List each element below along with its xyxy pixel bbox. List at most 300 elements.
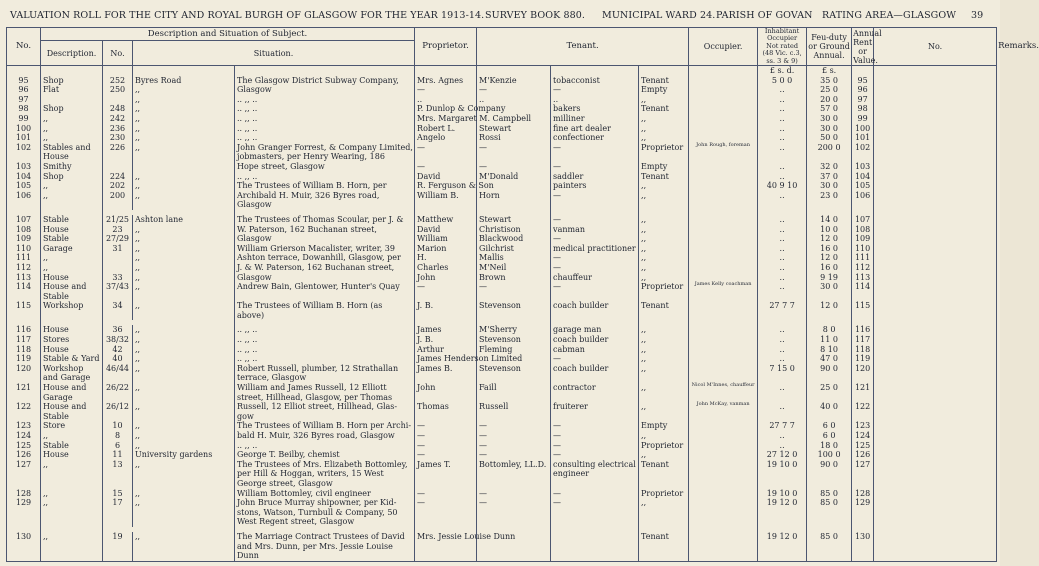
cell-num — [103, 469, 133, 479]
cell-feu: .. — [758, 383, 807, 393]
cell-no — [7, 517, 41, 527]
cell-no2: 120 — [852, 364, 874, 374]
cell-ts: — — [477, 431, 551, 441]
cell-sit — [133, 152, 235, 162]
cell-tf: John — [415, 383, 477, 393]
col-inhabitant-occupier: Inhabitant Occupier Not rated (48 Vic. c.3, ss. 3 & 9) — [758, 28, 807, 66]
cell-desc: Flat — [41, 85, 103, 95]
cell-sit: ,, — [133, 383, 235, 393]
cell-rent: 6 0 — [807, 431, 852, 441]
cell-desc — [41, 479, 103, 489]
cell-rem — [874, 542, 997, 552]
parish: PARISH OF GOVAN — [716, 10, 813, 21]
cell-prop: The Trustees of William B. Horn (as — [235, 301, 415, 311]
table-row — [7, 532, 997, 542]
table-row — [7, 215, 997, 225]
cell-no: 127 — [7, 460, 41, 470]
cell-num — [103, 263, 133, 273]
cell-desc — [41, 517, 103, 527]
cell-tf: Thomas — [415, 402, 477, 412]
cell-feu — [758, 373, 807, 383]
cell-num: 42 — [103, 345, 133, 355]
cell-tp: consulting electrical — [551, 460, 639, 470]
table-row — [7, 441, 997, 451]
cell-tf: J. B. — [415, 335, 477, 345]
cell-desc: House — [41, 345, 103, 355]
cell-prop: The Trustees of William B. Horn, per — [235, 181, 415, 191]
cell-rem — [874, 450, 997, 460]
cell-no2: 103 — [852, 162, 874, 172]
cell-prop: The Marriage Contract Trustees of David — [235, 532, 415, 542]
cell-rent: 200 0 — [807, 143, 852, 153]
cell-no2 — [852, 469, 874, 479]
cell-no2: 97 — [852, 95, 874, 105]
cell-prop: gow — [235, 412, 415, 422]
cell-occ: ,, — [639, 431, 689, 441]
cell-sit: ,, — [133, 263, 235, 273]
cell-rent: 100 0 — [807, 450, 852, 460]
cell-rent — [807, 200, 852, 210]
cell-tp: — — [551, 489, 639, 499]
cell-feu — [758, 517, 807, 527]
cell-feu: .. — [758, 402, 807, 412]
cell-no2 — [852, 551, 874, 561]
cell-tf: — — [415, 450, 477, 460]
cell-occ — [639, 479, 689, 489]
cell-tf: — — [415, 421, 477, 431]
cell-tp: bakers — [551, 104, 639, 114]
cell-prop: George T. Beilby, chemist — [235, 450, 415, 460]
cell-rent: 16 0 — [807, 263, 852, 273]
roll-title: VALUATION ROLL FOR THE CITY AND ROYAL BURGH OF GLASGOW FOR THE YEAR 1913-14. — [10, 10, 485, 21]
table-row — [7, 282, 997, 292]
cell-desc: ,, — [41, 498, 103, 508]
cell-desc: ,, — [41, 431, 103, 441]
table-filler-row — [7, 561, 997, 562]
cell-tf — [415, 551, 477, 561]
cell-no: 113 — [7, 273, 41, 283]
cell-prop: .. ,, .. — [235, 95, 415, 105]
cell-no2: 101 — [852, 133, 874, 143]
cell-inh — [689, 172, 758, 182]
cell-num: 40 — [103, 354, 133, 364]
cell-inh — [689, 345, 758, 355]
cell-rent — [807, 292, 852, 302]
cell-tf: — — [415, 431, 477, 441]
cell-rent — [807, 152, 852, 162]
cell-rem — [874, 441, 997, 451]
cell-tp: — — [551, 234, 639, 244]
cell-rem — [874, 325, 997, 335]
cell-no: 103 — [7, 162, 41, 172]
cell-rem — [874, 191, 997, 201]
cell-tp: — — [551, 191, 639, 201]
cell-tf: Matthew — [415, 215, 477, 225]
cell-tf — [415, 292, 477, 302]
cell-tp — [551, 551, 639, 561]
cell-no2: 112 — [852, 263, 874, 273]
table-row — [7, 421, 997, 431]
cell-tf: James B. — [415, 364, 477, 374]
cell-sit: ,, — [133, 441, 235, 451]
cell-feu: .. — [758, 282, 807, 292]
cell-feu: .. — [758, 162, 807, 172]
cell-feu: 40 9 10 — [758, 181, 807, 191]
cell-inh — [689, 508, 758, 518]
cell-inh — [689, 460, 758, 470]
cell-no2 — [852, 311, 874, 321]
cell-rem — [874, 532, 997, 542]
cell-ts — [477, 479, 551, 489]
cell-inh — [689, 412, 758, 422]
cell-prop: William Bottomley, civil engineer — [235, 489, 415, 499]
cell-rem — [874, 104, 997, 114]
col-no: No. — [7, 28, 41, 66]
cell-no — [7, 292, 41, 302]
cell-tp: — — [551, 354, 639, 364]
cell-occ: ,, — [639, 181, 689, 191]
cell-ts — [477, 200, 551, 210]
table-row — [7, 402, 997, 412]
cell-inh — [689, 479, 758, 489]
cell-desc: Stable — [41, 292, 103, 302]
cell-no: 116 — [7, 325, 41, 335]
cell-tf: — — [415, 143, 477, 153]
cell-inh: John Rough, foreman — [689, 143, 758, 153]
cell-rent — [807, 479, 852, 489]
cell-tf: R. Ferguson & Son — [415, 181, 477, 191]
cell-tp: coach builder — [551, 335, 639, 345]
cell-occ: Proprietor — [639, 441, 689, 451]
cell-prop: Russell, 12 Elliot street, Hillhead, Glas- — [235, 402, 415, 412]
cell-occ — [639, 311, 689, 321]
cell-feu — [758, 479, 807, 489]
cell-prop: stons, Watson, Turnbull & Company, 50 — [235, 508, 415, 518]
cell-tp: medical practitioner — [551, 244, 639, 254]
table-row — [7, 551, 997, 561]
cell-no2 — [852, 393, 874, 403]
cell-tp — [551, 311, 639, 321]
cell-rem — [874, 402, 997, 412]
col-description-group: Description and Situation of Subject. — [41, 28, 415, 41]
rating-area: RATING AREA—GLASGOW — [822, 10, 957, 21]
cell-tf — [415, 66, 477, 76]
cell-desc: Workshop — [41, 301, 103, 311]
cell-ts — [477, 469, 551, 479]
cell-rent — [807, 393, 852, 403]
cell-desc: House — [41, 152, 103, 162]
cell-inh — [689, 532, 758, 542]
cell-no2: 124 — [852, 431, 874, 441]
cell-no2: 113 — [852, 273, 874, 283]
cell-prop: Glasgow — [235, 200, 415, 210]
cell-num — [103, 162, 133, 172]
cell-rem — [874, 234, 997, 244]
cell-no2: 121 — [852, 383, 874, 393]
cell-occ: Tenant — [639, 301, 689, 311]
cell-tp: — — [551, 215, 639, 225]
cell-desc: Shop — [41, 104, 103, 114]
cell-tp — [551, 152, 639, 162]
cell-sit — [133, 542, 235, 552]
cell-num — [103, 66, 133, 76]
cell-tf: — — [415, 85, 477, 95]
cell-prop: The Glasgow District Subway Company, — [235, 76, 415, 86]
table-row — [7, 76, 997, 86]
cell-no2: 111 — [852, 253, 874, 263]
cell-sit — [133, 311, 235, 321]
cell-prop: .. ,, .. — [235, 124, 415, 134]
cell-num: 248 — [103, 104, 133, 114]
cell-rent: 40 0 — [807, 402, 852, 412]
cell-rent — [807, 542, 852, 552]
cell-tp: — — [551, 498, 639, 508]
cell-desc — [41, 95, 103, 105]
cell-occ: Tenant — [639, 76, 689, 86]
cell-tp: — — [551, 143, 639, 153]
cell-num: 10 — [103, 421, 133, 431]
valuation-table: No. Description and Situation of Subject. Proprietor. Tenant. Occupier. Inhabitant Occupier Not rated (48 Vic. c.3, ss. 3 & 9) Feu-duty or Ground Annual. Annual Rent or Value. No. Remarks. Description. No. Situation. £ s. d. £ s. 95 Shop 252 Byres Road The Glasgow District Subway Company, Mrs. Agnes M'Kenzie tobacconist Tenant 5 0 0 35 0 95 96 Flat 250 ,, Glasgow — — — Empty .. 25 0 96 97 ,, .. ,, .. .. .. .. ,, .. 20 0 97 98 Shop 248 ,, .. ,, .. P. Dunlop & Company bakers Tenant .. 57 0 98 99 ,, 242 ,, .. ,, .. Mrs. Margaret M. Campbell milliner ,, .. 30 0 99 100 ,, 236 ,, .. ,, .. Robert L. Stewart fine art dealer ,, .. 30 0 100 101 ,, 230 ,, .. ,, .. Angelo Rossi confectioner ,, .. 50 0 101 102 Stables and 226 ,, John Granger Forrest, & Company Limited, — — — Proprietor John Rough, foreman .. 200 0 102 House jobmasters, per Henry Wearing, 186 103 Smithy Hope street, Glasgow — — — Empty .. 32 0 103 104 Shop 224 ,, .. ,, .. David M'Donald saddler Tenant .. 37 0 104 105 ,, 202 ,, The Trustees of William B. Horn, per R. Ferguson & Son painters ,, 40 9 10 30 0 105 106 ,, 200 ,, Archibald H. Muir, 326 Byres road, William B. Horn — ,, .. 23 0 106 Glasgow 107 Stable 21/25 Ashton lane The Trustees of Thomas Scoular, per J. & Matthew Stewart — ,, .. 14 0 107 108 House 23 ,, W. Paterson, 162 Buchanan street, David Christison vanman ,, .. 10 0 108 109 Stable 27/29 ,, Glasgow William Blackwood — ,, .. 12 0 109 110 Garage 31 ,, William Grierson Macalister, writer, 39 Marion Gilchrist medical practitioner ,, .. 16 0 110 111 ,, ,, Ashton terrace, Dowanhill, Glasgow, per H. Mallis — ,, .. 12 0 111 112 ,, ,, J. & W. Paterson, 162 Buchanan street, Charles M'Neil — ,, .. 16 0 112 113 House 33 ,, Glasgow John Brown chauffeur ,, .. 9 19 113 114 House and 37/43 ,, Andrew Bain, Glentower, Hunter's Quay — — — Proprietor James Kelly coachman .. 30 0 114 Stable 115 Workshop 34 ,, The Trustees of William B. Horn (as J. B. Stevenson coach builder Tenant 27 7 7 12 0 115 above) 116 House 36 ,, .. ,, .. James M'Sherry garage man ,, .. 8 0 116 117 Stores 38/32 ,, .. ,, .. J. B. Stevenson coach builder ,, .. 11 0 117 118 House 42 ,, .. ,, .. Arthur Fleming cabman ,, .. 8 10 118 119 Stable & Yard 40 ,, .. ,, .. James Henderson Limited — ,, .. 47 0 119 120 Workshop 46/44 ,, Robert Russell, plumber, 12 Strathallan James B. Stevenson coach builder ,, 7 15 0 90 0 120 and Garage terrace, Glasgow 121 House and 26/22 ,, William and James Russell, 12 Elliott John Faill contractor ,, Nicol M'Innes, chauffeur .. 25 0 121 Garage street, Hillhead, Glasgow, per Thomas 122 House and 26/12 ,, Russell, 12 Elliot street, Hillhead, Glas- Thomas Russell fruiterer ,, John McKay, vanman .. 40 0 122 Stable gow 123 Store 10 ,, The Trustees of William B. Horn per Archi- — — — Empty 27 7 7 6 0 123 124 ,, 8 ,, bald H. Muir, 326 Byres road, Glasgow — — — ,, .. 6 0 124 125 Stable 6 ,, .. ,, .. — — — Proprietor .. 18 0 125 126 House 11 University gardens George T. Beilby, chemist — — — ,, 27 12 0 100 0 126 127 ,, 13 ,, The Trustees of Mrs. Elizabeth Bottomley, James T. Bottomley, LL.D. consulting electrical Tenant 19 10 0 90 0 127 per Hill & Hoggan, writers, 15 West engineer George street, Glasgow 128 ,, 15 ,, William Bottomley, civil engineer — — — Proprietor 19 10 0 85 0 128 129 ,, 17 ,, John Bruce Murray shipowner, per Kid- — — — ,, 19 12 0 85 0 129 stons, Watson, Turnbull & Company, 50 West Regent street, Glasgow 130 ,, 19 ,, The Marriage Contract Trustees of David Mrs. Jessie Louise Dunn Tenant 19 12 0 85 0 130 and Mrs. Dunn, per Mrs. Jessie Louise Dunn — [6, 27, 997, 562]
cell-feu: .. — [758, 253, 807, 263]
table-row — [7, 143, 997, 153]
cell-ts — [477, 542, 551, 552]
cell-tp: — — [551, 441, 639, 451]
cell-prop: The Trustees of William B. Horn per Archi- — [235, 421, 415, 431]
cell-num: 21/25 — [103, 215, 133, 225]
cell-rem — [874, 469, 997, 479]
cell-sit: ,, — [133, 364, 235, 374]
cell-ts — [477, 292, 551, 302]
cell-rem — [874, 551, 997, 561]
cell-feu: .. — [758, 133, 807, 143]
municipal-ward: MUNICIPAL WARD 24. — [602, 10, 716, 21]
cell-desc: Shop — [41, 172, 103, 182]
cell-num — [103, 373, 133, 383]
cell-rent: 35 0 — [807, 76, 852, 86]
cell-num: 15 — [103, 489, 133, 499]
cell-rent: 90 0 — [807, 460, 852, 470]
cell-no2 — [852, 66, 874, 76]
cell-num — [103, 479, 133, 489]
cell-inh — [689, 244, 758, 254]
cell-ts — [477, 551, 551, 561]
cell-no: 128 — [7, 489, 41, 499]
cell-desc: ,, — [41, 532, 103, 542]
cell-feu: .. — [758, 335, 807, 345]
cell-prop: John Bruce Murray shipowner, per Kid- — [235, 498, 415, 508]
cell-no2: 117 — [852, 335, 874, 345]
cell-num: 38/32 — [103, 335, 133, 345]
cell-sit — [133, 412, 235, 422]
cell-sit: Byres Road — [133, 76, 235, 86]
cell-no2 — [852, 508, 874, 518]
cell-inh — [689, 354, 758, 364]
cell-rem — [874, 225, 997, 235]
cell-feu: 27 7 7 — [758, 421, 807, 431]
cell-occ: Tenant — [639, 460, 689, 470]
cell-tp: garage man — [551, 325, 639, 335]
cell-feu: .. — [758, 431, 807, 441]
table-row — [7, 542, 997, 552]
table-row — [7, 172, 997, 182]
cell-ts: Rossi — [477, 133, 551, 143]
cell-sit — [133, 200, 235, 210]
cell-tp: saddler — [551, 172, 639, 182]
cell-num — [103, 200, 133, 210]
cell-inh — [689, 441, 758, 451]
cell-desc: House — [41, 225, 103, 235]
table-row — [7, 124, 997, 134]
cell-rem — [874, 489, 997, 499]
cell-no2 — [852, 517, 874, 527]
col-number: No. — [103, 41, 133, 66]
cell-prop: Hope street, Glasgow — [235, 162, 415, 172]
cell-occ — [639, 517, 689, 527]
cell-desc: Workshop — [41, 364, 103, 374]
cell-inh — [689, 200, 758, 210]
cell-no — [7, 412, 41, 422]
cell-tf: James Henderson Limited — [415, 354, 477, 364]
cell-no2 — [852, 200, 874, 210]
cell-occ — [639, 200, 689, 210]
cell-num: 46/44 — [103, 364, 133, 374]
cell-rem — [874, 431, 997, 441]
cell-occ: ,, — [639, 95, 689, 105]
table-row — [7, 85, 997, 95]
cell-rent — [807, 517, 852, 527]
cell-sit: ,, — [133, 335, 235, 345]
cell-tf: James T. — [415, 460, 477, 470]
cell-inh — [689, 489, 758, 499]
cell-ts: Stevenson — [477, 301, 551, 311]
cell-occ: Empty — [639, 162, 689, 172]
cell-sit — [133, 66, 235, 76]
cell-inh — [689, 162, 758, 172]
cell-feu: .. — [758, 124, 807, 134]
cell-rem — [874, 383, 997, 393]
cell-rent: 85 0 — [807, 498, 852, 508]
cell-desc: Stable & Yard — [41, 354, 103, 364]
cell-feu: .. — [758, 354, 807, 364]
cell-inh — [689, 234, 758, 244]
cell-num: 11 — [103, 450, 133, 460]
cell-num — [103, 95, 133, 105]
cell-num: 37/43 — [103, 282, 133, 292]
cell-occ: ,, — [639, 273, 689, 283]
cell-prop: jobmasters, per Henry Wearing, 186 — [235, 152, 415, 162]
cell-tf — [415, 479, 477, 489]
cell-rent: 18 0 — [807, 441, 852, 451]
cell-tf: William B. — [415, 191, 477, 201]
cell-rem — [874, 273, 997, 283]
cell-rem — [874, 172, 997, 182]
cell-num: 226 — [103, 143, 133, 153]
cell-tf: Mrs. Jessie Louise Dunn — [415, 532, 477, 542]
cell-occ: ,, — [639, 450, 689, 460]
cell-occ — [639, 469, 689, 479]
cell-sit: ,, — [133, 460, 235, 470]
cell-rent: 30 0 — [807, 282, 852, 292]
cell-desc: House and — [41, 402, 103, 412]
cell-prop: .. ,, .. — [235, 335, 415, 345]
cell-num: 200 — [103, 191, 133, 201]
cell-inh — [689, 364, 758, 374]
cell-num: 26/12 — [103, 402, 133, 412]
cell-sit: ,, — [133, 301, 235, 311]
cell-prop: Archibald H. Muir, 326 Byres road, — [235, 191, 415, 201]
cell-feu: .. — [758, 225, 807, 235]
cell-no: 130 — [7, 532, 41, 542]
cell-feu — [758, 200, 807, 210]
table-row — [7, 431, 997, 441]
cell-tf: Mrs. Margaret M. Campbell — [415, 114, 477, 124]
cell-rent — [807, 469, 852, 479]
cell-tp — [551, 479, 639, 489]
cell-feu: .. — [758, 143, 807, 153]
cell-inh — [689, 325, 758, 335]
cell-occ — [639, 551, 689, 561]
cell-feu — [758, 152, 807, 162]
cell-rent: 50 0 — [807, 133, 852, 143]
cell-rent: 9 19 — [807, 273, 852, 283]
cell-no2: 96 — [852, 85, 874, 95]
cell-tf: — — [415, 162, 477, 172]
cell-no — [7, 469, 41, 479]
cell-desc — [41, 551, 103, 561]
cell-tp: confectioner — [551, 133, 639, 143]
table-row — [7, 133, 997, 143]
cell-rem — [874, 85, 997, 95]
cell-desc: House — [41, 450, 103, 460]
cell-feu — [758, 292, 807, 302]
table-row — [7, 104, 997, 114]
cell-sit: ,, — [133, 345, 235, 355]
cell-rem — [874, 354, 997, 364]
cell-inh — [689, 311, 758, 321]
cell-inh — [689, 114, 758, 124]
cell-rem — [874, 181, 997, 191]
cell-rem — [874, 282, 997, 292]
cell-no: 123 — [7, 421, 41, 431]
cell-tp: coach builder — [551, 301, 639, 311]
cell-sit — [133, 469, 235, 479]
cell-ts: — — [477, 441, 551, 451]
cell-feu — [758, 542, 807, 552]
cell-prop: John Granger Forrest, & Company Limited, — [235, 143, 415, 153]
cell-desc: House — [41, 325, 103, 335]
cell-prop: bald H. Muir, 326 Byres road, Glasgow — [235, 431, 415, 441]
cell-no2: 106 — [852, 191, 874, 201]
cell-rent: 30 0 — [807, 124, 852, 134]
cell-ts: M'Neil — [477, 263, 551, 273]
cell-prop: W. Paterson, 162 Buchanan street, — [235, 225, 415, 235]
cell-desc: ,, — [41, 263, 103, 273]
table-row — [7, 244, 997, 254]
cell-rent: 57 0 — [807, 104, 852, 114]
cell-num: 236 — [103, 124, 133, 134]
cell-ts: Christison — [477, 225, 551, 235]
cell-no: 129 — [7, 498, 41, 508]
cell-no2 — [852, 292, 874, 302]
cell-desc: ,, — [41, 181, 103, 191]
cell-ts: — — [477, 282, 551, 292]
cell-inh — [689, 542, 758, 552]
cell-sit: ,, — [133, 124, 235, 134]
cell-tf — [415, 152, 477, 162]
cell-prop: Robert Russell, plumber, 12 Strathallan — [235, 364, 415, 374]
cell-ts: Bottomley, LL.D. — [477, 460, 551, 470]
cell-inh — [689, 76, 758, 86]
